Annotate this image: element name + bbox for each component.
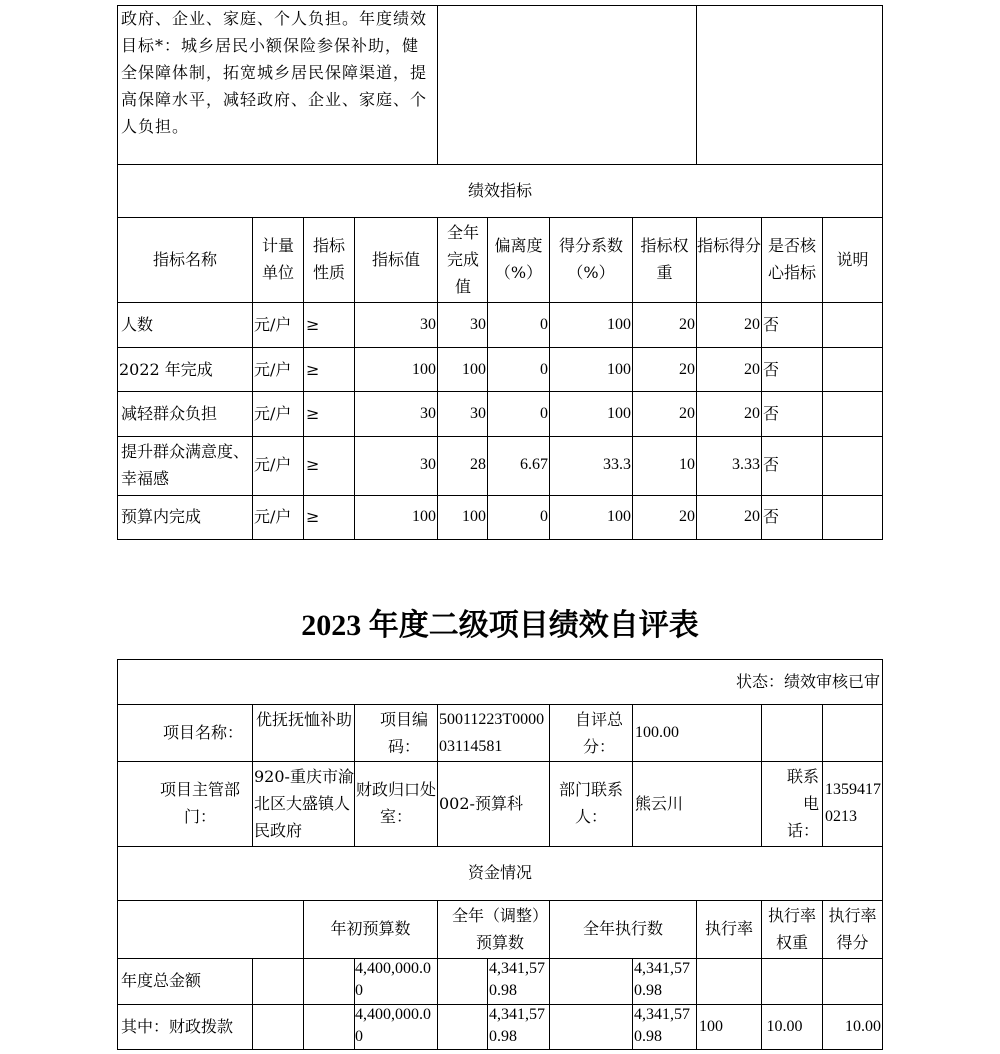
row-nature: ≥ — [306, 455, 320, 474]
row-coefficient: 100 — [607, 361, 631, 378]
row-deviation: 0 — [540, 316, 548, 333]
row-score: 3.33 — [732, 456, 760, 473]
header-initial-budget: 年初预算数 — [330, 919, 411, 938]
row-name: 2022 年完成 — [119, 360, 213, 379]
header-executed: 全年执行数 — [582, 919, 663, 938]
row-weight: 20 — [679, 405, 695, 422]
row-unit: 元/户 — [254, 360, 292, 379]
row-done: 30 — [470, 316, 486, 333]
row-done: 28 — [470, 456, 486, 473]
funds-row-label: 年度总金额 — [121, 971, 202, 990]
funds-weight: 10.00 — [766, 1018, 803, 1035]
funds-executed: 4,341,570.98 — [634, 1006, 690, 1045]
self-score-value: 100.00 — [635, 724, 679, 741]
row-core: 否 — [763, 455, 780, 474]
row-unit: 元/户 — [254, 455, 292, 474]
row-deviation: 6.67 — [520, 456, 548, 473]
row-value: 30 — [420, 316, 436, 333]
row-core: 否 — [763, 404, 780, 423]
phone-label: 联系电话： — [786, 767, 819, 840]
funds-initial: 4,400,000.00 — [355, 960, 431, 999]
row-done: 100 — [462, 361, 486, 378]
row-weight: 20 — [679, 316, 695, 333]
row-score: 20 — [744, 316, 760, 333]
header-indicator-name: 指标名称 — [152, 250, 217, 269]
row-value: 30 — [420, 405, 436, 422]
row-weight: 20 — [679, 508, 695, 525]
dept-value: 920-重庆市渝北区大盛镇人民政府 — [254, 767, 354, 840]
row-unit: 元/户 — [254, 404, 292, 423]
header-deviation: 偏离度（%） — [494, 236, 543, 282]
row-core: 否 — [763, 315, 780, 334]
finance-value: 002-预算科 — [439, 794, 523, 813]
row-name: 预算内完成 — [121, 507, 202, 526]
row-deviation: 0 — [540, 361, 548, 378]
document-title: 2023 年度二级项目绩效自评表 — [301, 609, 699, 642]
header-done: 全年完成值 — [446, 223, 479, 296]
row-coefficient: 100 — [607, 508, 631, 525]
header-exec-rate: 执行率 — [704, 919, 753, 938]
funds-row-label: 其中：财政拨款 — [121, 1017, 234, 1036]
header-rate-score: 执行率得分 — [828, 906, 877, 952]
row-name: 减轻群众负担 — [121, 404, 218, 423]
header-value: 指标值 — [371, 250, 420, 269]
row-score: 20 — [744, 361, 760, 378]
header-score: 指标得分 — [697, 236, 762, 255]
row-deviation: 0 — [540, 508, 548, 525]
row-core: 否 — [763, 507, 780, 526]
section-heading-indicators: 绩效指标 — [467, 181, 532, 200]
header-note: 说明 — [836, 250, 869, 269]
section-heading-funds: 资金情况 — [467, 863, 532, 882]
phone-value: 13594170213 — [825, 781, 881, 825]
row-nature: ≥ — [306, 315, 320, 334]
header-adjusted-budget: 全年（调整）预算数 — [451, 906, 548, 952]
row-value: 30 — [420, 456, 436, 473]
row-coefficient: 100 — [607, 316, 631, 333]
project-code-label: 项目编码： — [379, 710, 428, 756]
row-nature: ≥ — [306, 507, 320, 526]
header-coefficient: 得分系数（%） — [558, 236, 623, 282]
goal-description: 政府、企业、家庭、个人负担。年度绩效目标*：城乡居民小额保险参保补助，健全保障体制，拓宽城乡居民保障渠道，提高保障水平，减轻政府、企业、家庭、个人负担。 — [121, 9, 428, 136]
funds-score: 10.00 — [845, 1018, 881, 1035]
contact-value: 熊云川 — [635, 794, 684, 813]
row-done: 30 — [470, 405, 486, 422]
row-name: 人数 — [121, 315, 154, 334]
row-value: 100 — [412, 508, 436, 525]
row-nature: ≥ — [306, 404, 320, 423]
funds-executed: 4,341,570.98 — [634, 960, 690, 999]
header-weight: 指标权重 — [640, 236, 689, 282]
row-done: 100 — [462, 508, 486, 525]
dept-label: 项目主管部门： — [159, 780, 240, 826]
project-name-value: 优抚抚恤补助 — [256, 710, 353, 729]
header-nature: 指标性质 — [312, 236, 345, 282]
row-score: 20 — [744, 405, 760, 422]
project-name-label: 项目名称： — [162, 723, 243, 742]
self-score-label: 自评总分： — [574, 710, 623, 756]
funds-rate: 100 — [699, 1018, 723, 1035]
status-text: 状态：绩效审核已审 — [735, 672, 880, 691]
project-code-value: 50011223T000003114581 — [439, 711, 545, 755]
row-coefficient: 100 — [607, 405, 631, 422]
row-unit: 元/户 — [254, 507, 292, 526]
row-name: 提升群众满意度、幸福感 — [121, 442, 250, 488]
row-core: 否 — [763, 360, 780, 379]
funds-adjusted: 4,341,570.98 — [489, 1006, 545, 1045]
header-rate-weight: 执行率权重 — [767, 906, 816, 952]
finance-label: 财政归口处室： — [356, 780, 437, 826]
row-value: 100 — [412, 361, 436, 378]
contact-label: 部门联系人： — [558, 780, 623, 826]
row-nature: ≥ — [306, 360, 320, 379]
funds-adjusted: 4,341,570.98 — [489, 960, 545, 999]
row-weight: 10 — [679, 456, 695, 473]
row-unit: 元/户 — [254, 315, 292, 334]
header-unit: 计量单位 — [261, 236, 294, 282]
row-weight: 20 — [679, 361, 695, 378]
header-core: 是否核心指标 — [767, 236, 816, 282]
funds-initial: 4,400,000.00 — [355, 1006, 431, 1045]
row-coefficient: 33.3 — [603, 456, 631, 473]
row-score: 20 — [744, 508, 760, 525]
row-deviation: 0 — [540, 405, 548, 422]
